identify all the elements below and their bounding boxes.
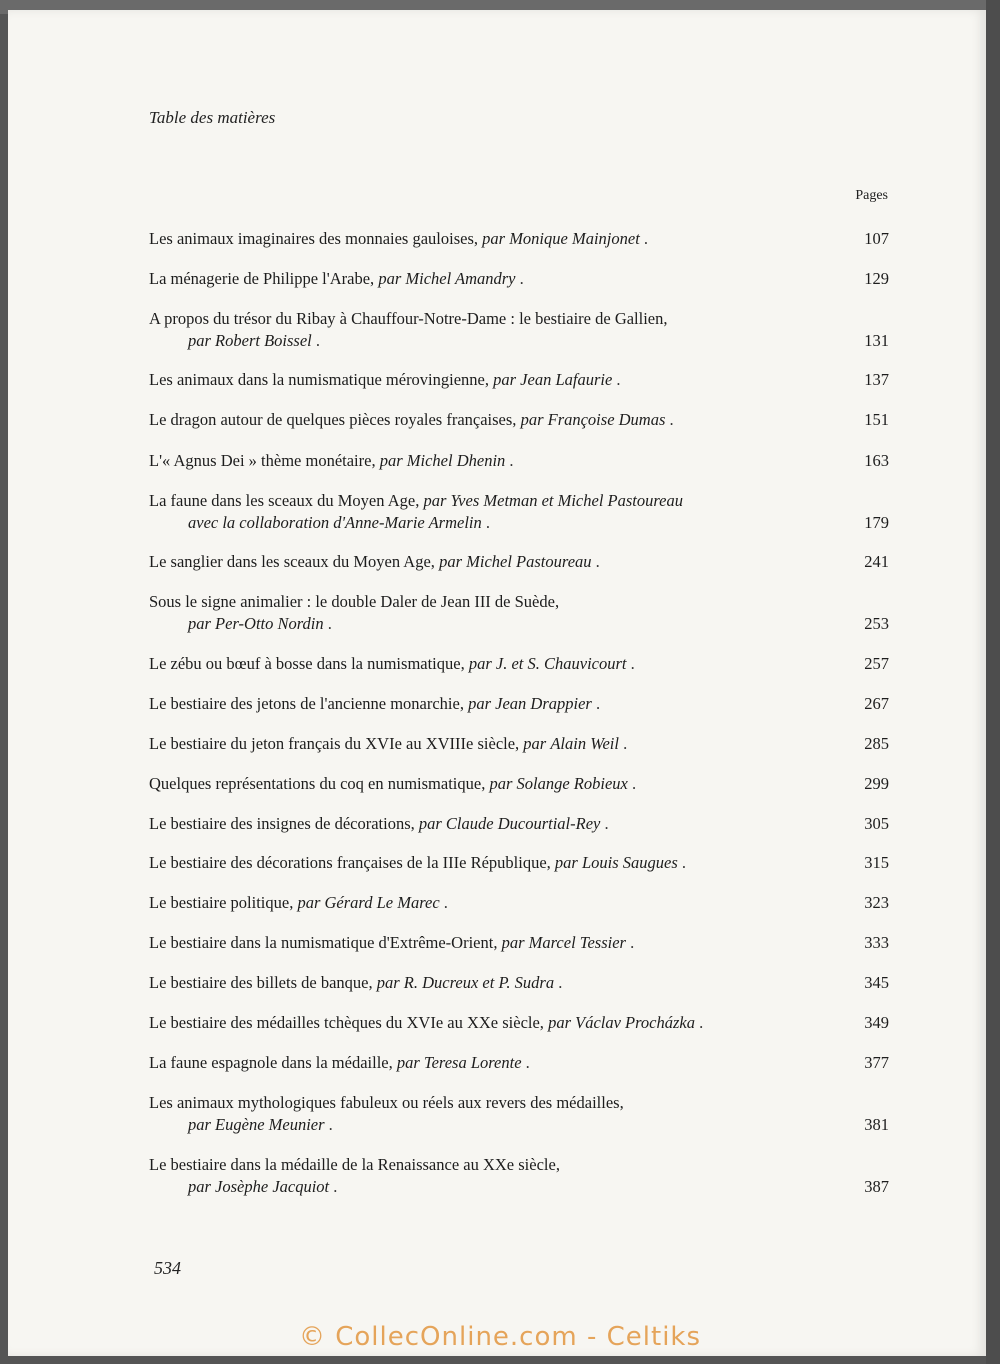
watermark: © CollecOnline.com - Celtiks [298,1322,702,1352]
leader-dots: . [631,774,638,793]
leader-dots: . [595,694,602,713]
leader-dots: . [443,893,449,912]
entry-par: par [548,1013,571,1032]
entry-title: La ménagerie de Philippe l'Arabe, [149,269,375,288]
leader-dots: . [327,614,333,633]
entry-page-number: 241 [864,552,889,571]
entry-title: Le bestiaire des insignes de décorations, [149,814,415,833]
leader-dots: . [681,853,688,872]
entry-par: par [396,1053,420,1072]
entry-page-number: 253 [864,614,889,633]
toc-entry[interactable] [149,551,889,573]
leader-dots: . [558,973,564,992]
leader-dots: . [509,451,515,470]
entry-page-number: 107 [864,229,889,248]
entry-author: Louis Saugues [581,853,678,872]
toc-entry[interactable] [149,450,889,472]
entry-title: Quelques représentations du coq en numismatique, [149,774,486,793]
toc-entry[interactable] [149,308,889,352]
entry-author: Solange Robieux [516,774,628,793]
entry-author: J. et S. Chauvicourt [495,654,627,673]
leader-dots: . [669,410,675,429]
entry-line [149,693,889,715]
toc-entry[interactable] [149,813,889,835]
entry-line [149,409,889,431]
toc-entry[interactable] [149,409,889,431]
entry-par: par [423,491,447,510]
entry-line [149,268,889,290]
entry-line [149,228,889,250]
page-number: 534 [154,1258,181,1278]
page-header: Table des matières [149,108,276,127]
entry-author: Françoise Dumas [547,410,666,429]
entry-line [149,972,889,994]
entry-author-line [149,613,889,635]
leader-dots: . [485,513,491,532]
entry-author: Marcel Tessier [528,933,626,952]
leader-dots: . [699,1013,705,1032]
entry-author-line [149,1176,889,1198]
leader-dots: . [616,370,622,389]
entry-par: par [297,893,321,912]
entry-line [149,932,889,954]
table-of-contents [8,10,986,1310]
leader-dots: . [643,229,650,248]
leader-dots: . [623,734,629,753]
entry-author: Yves Metman et Michel Pastoureau [450,491,683,510]
entry-par: par [489,774,513,793]
entry-title: Sous le signe animalier : le double Daler de Jean III de Suède, [149,592,560,611]
leader-dots: . [630,933,636,952]
toc-entry[interactable] [149,773,889,795]
toc-entry[interactable] [149,228,889,250]
entry-title: Le dragon autour de quelques pièces royales françaises, [149,410,517,429]
entry-par: par [188,331,211,350]
entry-page-number: 151 [864,410,889,429]
entry-page-number: 163 [864,451,889,470]
entry-author: Monique Mainjonet [509,229,640,248]
entry-author: Eugène Meunier [215,1115,325,1134]
entry-line [149,551,889,573]
entry-author: Josèphe Jacquiot [215,1177,330,1196]
entry-page-number: 129 [864,269,889,288]
entry-page-number: 285 [864,734,889,753]
entry-page-number: 305 [864,814,889,833]
entry-title-line [149,490,889,512]
entry-author: Teresa Lorente [423,1053,522,1072]
entry-par: par [418,814,442,833]
entry-par: par [554,853,578,872]
toc-entry[interactable] [149,1092,889,1136]
entry-par: par [379,451,403,470]
entry-line [149,653,889,675]
entry-par: par [378,269,402,288]
entry-page-number: 381 [864,1115,889,1134]
entry-title: L'« Agnus Dei » thème monétaire, [149,451,376,470]
leader-dots: . [333,1177,339,1196]
entry-par: par [188,1177,211,1196]
entry-par: par [501,933,525,952]
pages-column-label: Pages [855,188,888,203]
entry-author: Alain Weil [550,734,619,753]
entry-title: Le zébu ou bœuf à bosse dans la numismatique, [149,654,465,673]
toc-entry[interactable] [149,490,889,534]
entry-par: par [520,410,544,429]
leader-dots: . [595,552,601,571]
entry-title: Les animaux mythologiques fabuleux ou réels aux revers des médailles, [149,1093,624,1112]
entry-line [149,852,889,874]
entry-page-number: 267 [864,694,889,713]
entry-par: par [482,229,506,248]
entry-page-number: 333 [864,933,889,952]
entry-title: Le bestiaire dans la numismatique d'Extrême-Orient, [149,933,498,952]
entry-page-number: 179 [864,513,889,532]
toc-entry[interactable] [149,1052,889,1074]
entry-page-number: 315 [864,853,889,872]
entry-author: Michel Dhenin [406,451,506,470]
entry-title-line [149,1154,889,1176]
entry-title: Le bestiaire des billets de banque, [149,973,373,992]
entry-page-number: 299 [864,774,889,793]
entry-par: par [523,734,547,753]
entry-author-line [149,1114,889,1136]
entry-page-number: 137 [864,370,889,389]
entry-title: Le bestiaire du jeton français du XVIe au XVIIIe siècle, [149,734,520,753]
entry-line [149,733,889,755]
entry-page-number: 257 [864,654,889,673]
entry-title-line [149,1092,889,1114]
scan-edge [986,0,1000,1364]
toc-entry[interactable] [149,693,889,715]
toc-entry[interactable] [149,1012,889,1034]
entry-author-continued: avec la collaboration d'Anne-Marie Armelin [188,513,482,532]
leader-dots: . [604,814,610,833]
entry-author: Claude Ducourtial-Rey [445,814,601,833]
entry-author: Gérard Le Marec [324,893,440,912]
entry-title-line [149,591,889,613]
entry-par: par [439,552,462,571]
entry-page-number: 345 [864,973,889,992]
entry-author: Václav Procházka [575,1013,696,1032]
entry-author: Jean Lafaurie [520,370,613,389]
entry-title: A propos du trésor du Ribay à Chauffour-Notre-Dame : le bestiaire de Gallien, [149,309,668,328]
toc-entry[interactable] [149,653,889,675]
entry-title: Les animaux imaginaires des monnaies gauloises, [149,229,479,248]
toc-entry[interactable] [149,268,889,290]
entry-title: La faune dans les sceaux du Moyen Age, [149,491,420,510]
entry-page-number: 387 [864,1177,889,1196]
entry-par: par [468,654,492,673]
entry-page-number: 349 [864,1013,889,1032]
leader-dots: . [519,269,525,288]
entry-title: Le bestiaire dans la médaille de la Renaissance au XXe siècle, [149,1155,560,1174]
entry-line [149,450,889,472]
entry-author: R. Ducreux et P. Sudra [403,973,555,992]
toc-entry[interactable] [149,591,889,635]
entry-par: par [188,1115,211,1134]
toc-entry[interactable] [149,932,889,954]
entry-author: Michel Amandry [405,269,516,288]
entry-par: par [493,370,517,389]
entry-page-number: 131 [864,331,889,350]
entry-page-number: 377 [864,1053,889,1072]
toc-entry[interactable] [149,369,889,391]
leader-dots: . [630,654,636,673]
entry-line [149,892,889,914]
entry-author: Per-Otto Nordin [215,614,324,633]
entry-line [149,1052,889,1074]
toc-entry[interactable] [149,1154,889,1198]
entry-author-line [149,512,889,534]
toc-entry[interactable] [149,852,889,874]
toc-entry[interactable] [149,733,889,755]
entry-title: Le bestiaire des médailles tchèques du XVIe au XXe siècle, [149,1013,544,1032]
entry-title: Le bestiaire politique, [149,893,294,912]
entry-line [149,813,889,835]
entry-author-line [149,330,889,352]
entry-title: Le bestiaire des jetons de l'ancienne monarchie, [149,694,464,713]
entry-title-line [149,308,889,330]
entry-title: Le sanglier dans les sceaux du Moyen Age, [149,552,435,571]
entry-author: Jean Drappier [495,694,592,713]
toc-entry[interactable] [149,892,889,914]
entry-author: Robert Boissel [215,331,312,350]
entry-title: Le bestiaire des décorations françaises de la IIIe République, [149,853,551,872]
entry-par: par [468,694,492,713]
entry-title: La faune espagnole dans la médaille, [149,1053,393,1072]
leader-dots: . [525,1053,531,1072]
leader-dots: . [315,331,321,350]
leader-dots: . [328,1115,334,1134]
entry-par: par [376,973,400,992]
toc-entry[interactable] [149,972,889,994]
entry-author: Michel Pastoureau [466,552,592,571]
entry-line [149,773,889,795]
entry-line [149,369,889,391]
entry-title: Les animaux dans la numismatique mérovingienne, [149,370,489,389]
book-page [8,10,986,1356]
entry-par: par [188,614,211,633]
entry-page-number: 323 [864,893,889,912]
entry-line [149,1012,889,1034]
